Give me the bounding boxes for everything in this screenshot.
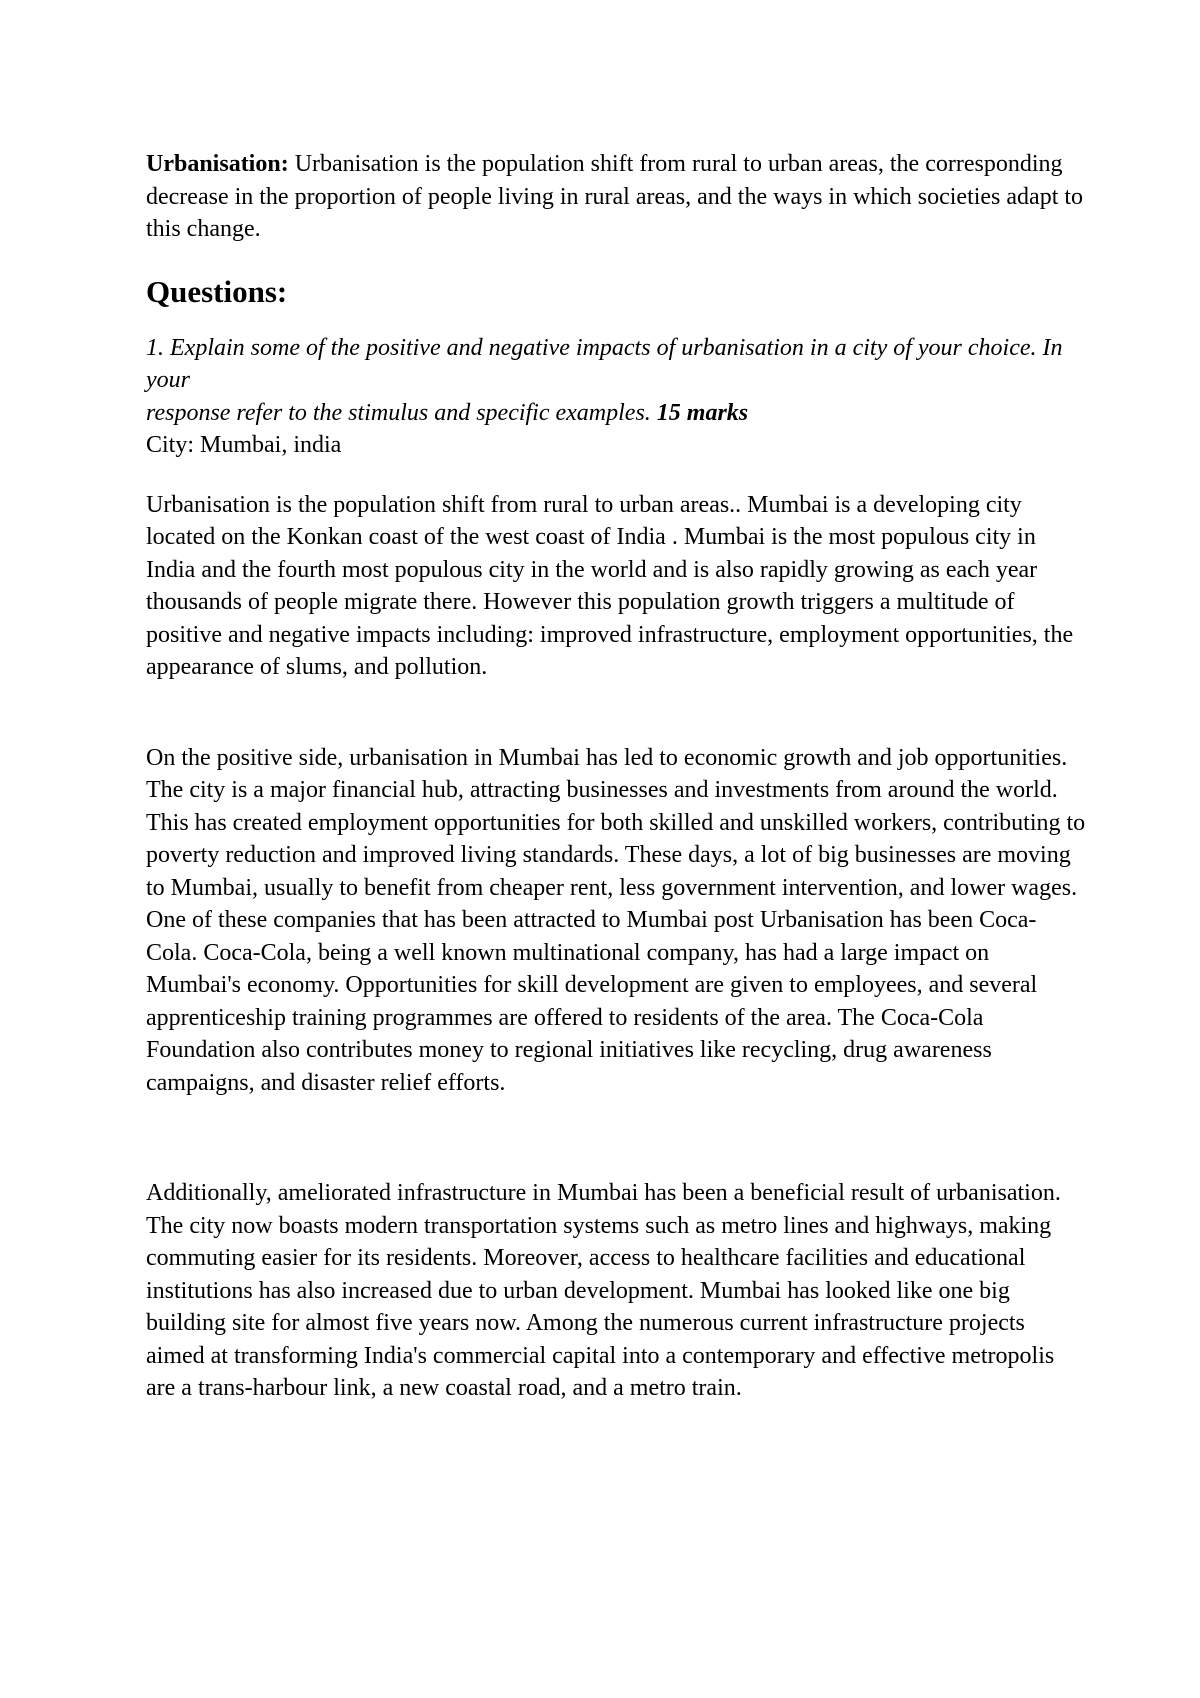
paragraph-introduction: Urbanisation is the population shift from rural to urban areas.. Mumbai is a developing city located on the Konkan coast of the west coast of India . Mumbai is the most populous city in India and the fourth most populous city in the world and is also rapidly growing as each year thousands of people migrate there. However this population growth triggers a multitude of positive and negative impacts including: improved infrastructure, employment opportunities, the appearance of slums, and pollution.	[146, 491, 1074, 680]
definition-text: Urbanisation is the population shift from rural to urban areas, the corresponding decrease in the proportion of people living in rural areas, and the ways in which societies adapt to this change.	[146, 151, 1084, 242]
document-body	[146, 148, 1086, 1463]
city-line: City: Mumbai, india	[146, 432, 342, 458]
question-1-line-1: 1. Explain some of the positive and negative impacts of urbanisation in a city of your choice. In your	[146, 334, 1063, 393]
question-1-line-2: response refer to the stimulus and specific examples.	[146, 399, 651, 426]
paragraph-positive-impacts: On the positive side, urbanisation in Mumbai has led to economic growth and job opportunities. The city is a major financial hub, attracting businesses and investments from around the world. This has created employment opportunities for both skilled and unskilled workers, contributing to poverty reduction and improved living standards. These days, a lot of big businesses are moving to Mumbai, usually to benefit from cheaper rent, less government intervention, and lower wages. One of these companies that has been attracted to Mumbai post Urbanisation has been Coca-Cola. Coca-Cola, being a well known multinational company, has had a large impact on Mumbai's economy. Opportunities for skill development are given to employees, and several apprenticeship training programmes are offered to residents of the area. The Coca-Cola Foundation also contributes money to regional initiatives like recycling, drug awareness campaigns, and disaster relief efforts.	[146, 744, 1086, 1096]
questions-heading: Questions:	[146, 273, 288, 309]
urbanisation-definition	[146, 148, 1086, 246]
question-1	[146, 332, 1086, 430]
definition-term: Urbanisation:	[146, 151, 289, 177]
question-1-marks: 15 marks	[656, 399, 749, 426]
paragraph-infrastructure: Additionally, ameliorated infrastructure in Mumbai has been a beneficial result of urbanisation. The city now boasts modern transportation systems such as metro lines and highways, making commuting easier for its residents. Moreover, access to healthcare facilities and educational institutions has also increased due to urban development. Mumbai has looked like one big building site for almost five years now. Among the numerous current infrastructure projects aimed at transforming India's commercial capital into a contemporary and effective metropolis are a trans-harbour link, a new coastal road, and a metro train.	[146, 1180, 1061, 1401]
